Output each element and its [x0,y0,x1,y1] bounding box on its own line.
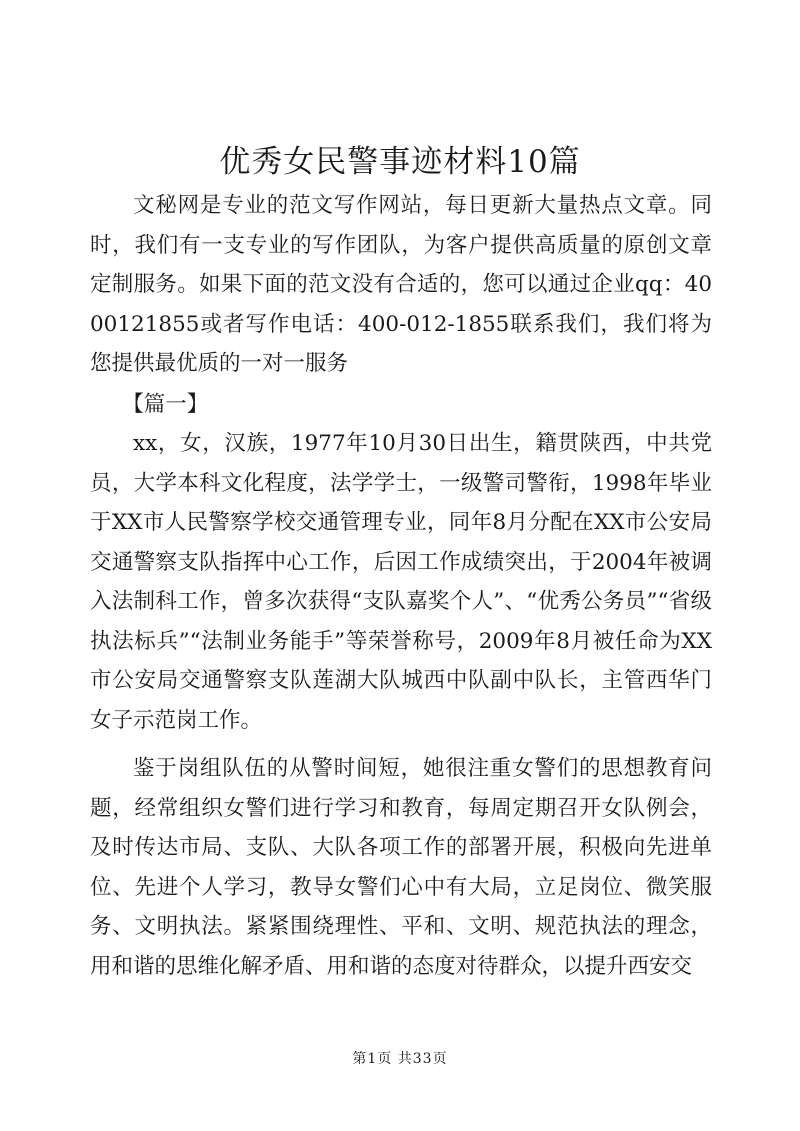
document-title: 优秀女民警事迹材料10篇 [219,144,581,180]
intro-paragraph: 文秘网是专业的范文写作网站，每日更新大量热点文章。同时，我们有一支专业的写作团队，为客户提供高质量的原创文章定制服务。如果下面的范文没有合适的，您可以通过企业qq：4000121855或者写作电话：400-012-1855联系我们，我们将为您提供最优质的一对一服务 [90,193,712,376]
document-body [90,186,712,986]
body-paragraph: xx，女，汉族，1977年10月30日出生，籍贯陕西，中共党员，大学本科文化程度，法学学士，一级警司警衔，1998年毕业于XX市人民警察学校交通管理专业，同年8月分配在XX市公安局交通警察支队指挥中心工作，后因工作成绩突出，于2004年被调入法制科工作，曾多次获得“支队嘉奖个人”、“优秀公务员”“省级执法标兵”“法制业务能手”等荣誉称号，2009年8月被任命为XX市公安局交通警察支队莲湖大队城西中队副中队长，主管西华门女子示范岗工作。 [90,431,712,733]
page-indicator: 第1页 共33页 [352,1051,448,1067]
body-paragraph: 鉴于岗组队伍的从警时间短，她很注重女警们的思想教育问题，经常组织女警们进行学习和教育，每周定期召开女队例会，及时传达市局、支队、大队各项工作的部署开展，积极向先进单位、先进个人学习，教导女警们心中有大局，立足岗位、微笑服务、文明执法。紧紧围绕理性、平和、文明、规范执法的理念，用和谐的思维化解矛盾、用和谐的态度对待群众，以提升西安交 [90,756,712,979]
section-heading: 【篇一】 [122,391,209,417]
